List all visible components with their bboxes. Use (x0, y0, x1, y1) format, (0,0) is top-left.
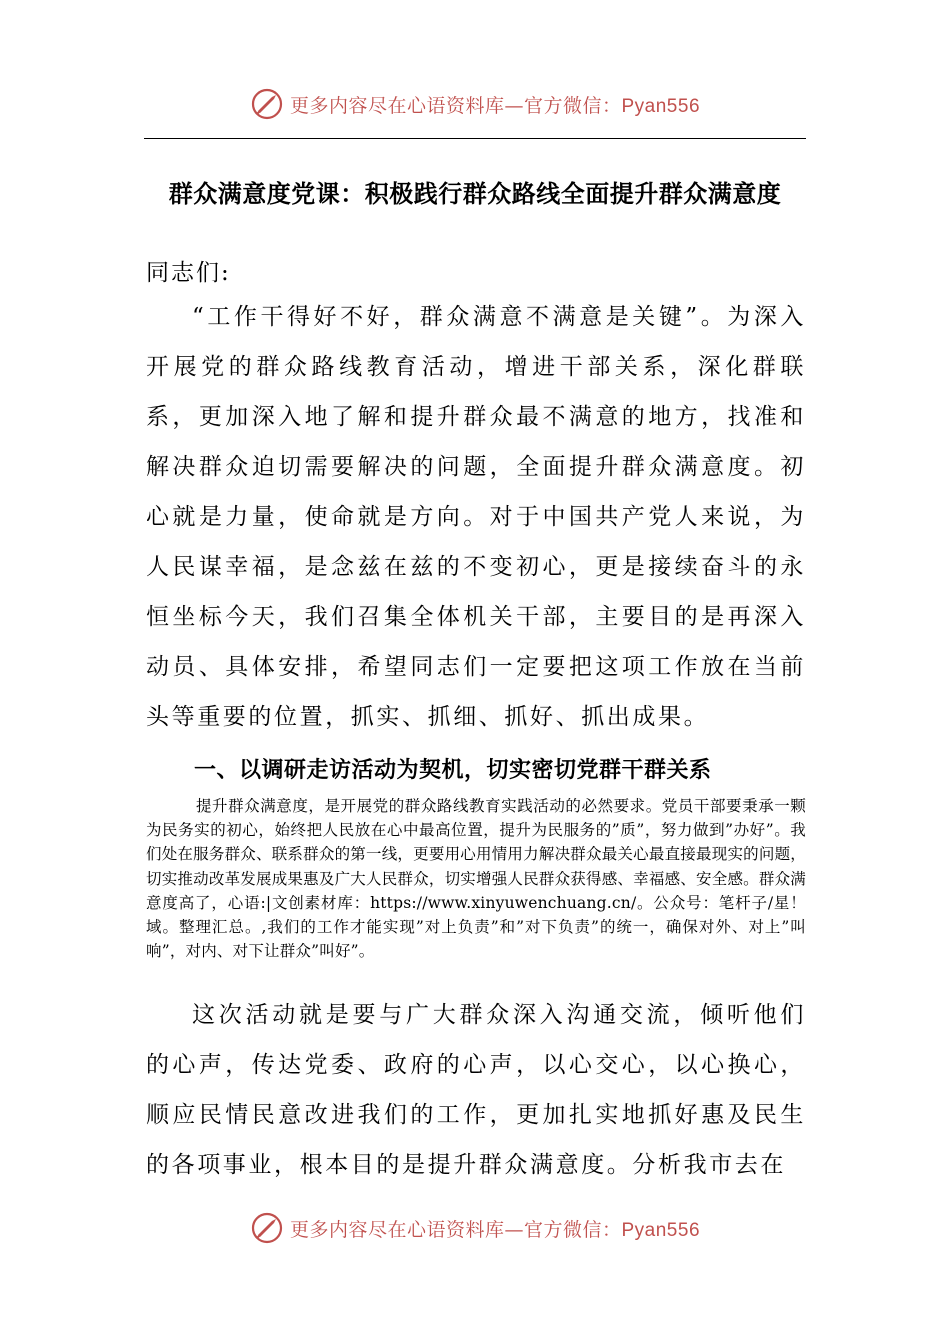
footer-dash: — (504, 1218, 524, 1241)
footer-brand (290, 1215, 700, 1242)
header-dash: — (504, 94, 524, 117)
page-header (0, 84, 950, 124)
header-brand-text: 更多内容尽在心语资料库 (289, 94, 505, 117)
section-heading-1: 一、以调研走访活动为契机，切实密切党群干群关系 (194, 758, 712, 783)
page-footer (0, 1208, 950, 1248)
header-wechat-label: 官方微信： (523, 94, 622, 117)
paragraph-2: 提升群众满意度，是开展党的群众路线教育实践活动的必然要求。党员干部要秉承一颗为民务实的初心，始终把人民放在心中最高位置，提升为民服务的”质”，努力做到”办好”。我们处在服务群众、联系群众的第一线，更要用心用情用力解决群众最关心最直接最现实的问题，切实推动改革发展成果惠及广大人民群众，切实增强人民群众获得感、幸福感、安全感。群众满意度高了，心语:|文创素材库：https://www.xinyuwenchuang.cn/。公众号：笔杆子/星！域。整理汇总。,我们的工作才能实现”对上负责”和”对下负责”的统一，确保对外、对上”叫响”，对内、对下让群众”叫好”。 (146, 797, 806, 961)
footer-wechat-id: Pyan556 (621, 1219, 701, 1241)
footer-brand-text: 更多内容尽在心语资料库 (289, 1218, 505, 1241)
document-title: 群众满意度党课：积极践行群众路线全面提升群众满意度 (168, 180, 782, 208)
header-wechat-id: Pyan556 (621, 95, 701, 117)
header-brand (290, 91, 700, 118)
paragraph-1: “工作干得好不好，群众满意不满意是关键”。为深入开展党的群众路线教育活动，增进干部关系，深化群联系，更加深入地了解和提升群众最不满意的地方，找准和解决群众迫切需要解决的问题，全面提升群众满意度。初心就是力量，使命就是方向。对于中国共产党人来说，为人民谋幸福，是念兹在兹的不变初心，更是接续奋斗的永恒坐标今天，我们召集全体机关干部，主要目的是再深入动员、具体安排，希望同志们一定要把这项工作放在当前头等重要的位置，抓实、抓细、抓好、抓出成果。 (146, 304, 806, 730)
quill-logo-icon (250, 1211, 284, 1245)
paragraph-3: 这次活动就是要与广大群众深入沟通交流，倾听他们的心声，传达党委、政府的心声，以心交心，以心换心，顺应民情民意改进我们的工作，更加扎实地抓好惠及民生的各项事业，根本目的是提升群众满意度。分析我市去在 (146, 1002, 806, 1178)
footer-wechat-label: 官方微信： (523, 1218, 622, 1241)
greeting: 同志们: (146, 260, 231, 286)
quill-logo-icon (250, 87, 284, 121)
header-divider (144, 138, 806, 139)
